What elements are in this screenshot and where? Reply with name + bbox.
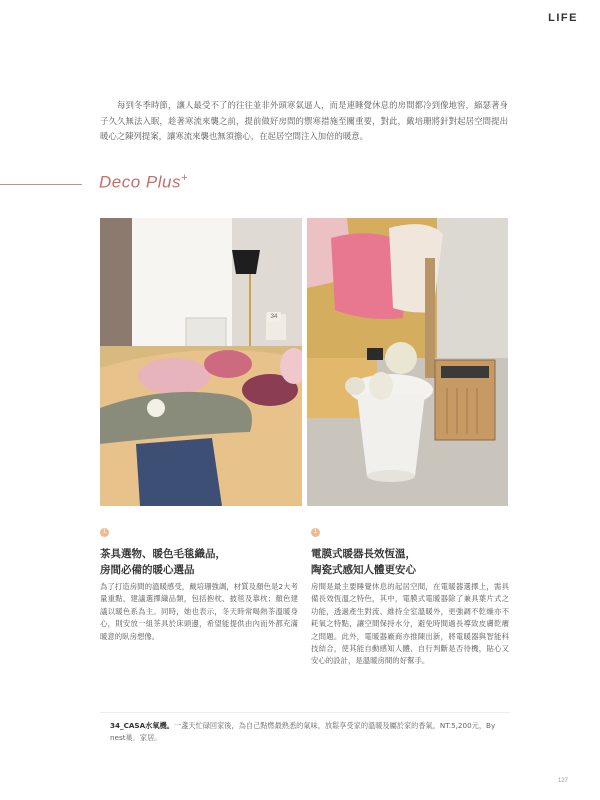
caption-text: 一盞天忙碌回家後，為自己點燃最熟悉的氣味，放鬆享受家的溫暖及屬於家的香氣，NT.5,200元，By nest巢．家居。 bbox=[110, 721, 496, 742]
column-2-badge: 1 bbox=[311, 528, 320, 537]
column-1-heading-line2: 房間必備的暖心選品 bbox=[100, 564, 195, 576]
page-number: 127 bbox=[557, 778, 568, 784]
brand-plus-mark: + bbox=[180, 172, 188, 184]
column-2-heading-line1: 電膜式暖器長效恆溫， bbox=[311, 548, 416, 560]
brand-name: Deco Plus bbox=[99, 172, 181, 192]
column-1-body: 為了打造房間的溫暖感受，戴培珊強調，材質及顏色是2大考量重點，建議選擇織品類，包括抱枕、披毯及靠枕；顏色建議以暖色系為主。同時，她也表示，冬天時常喝熱茶溫暖身心，則安放一組茶具於床頭邊，希望能提供由內而外都充滿暖意的臥房想像。 bbox=[100, 582, 298, 641]
column-1-heading-line1: 茶具選物、暖色毛毯織品， bbox=[100, 548, 226, 560]
brand-title bbox=[99, 172, 188, 193]
caption-divider bbox=[100, 712, 510, 713]
caption-product-name: 34_CASA水氧機。 bbox=[110, 721, 174, 730]
column-1-badge: 1 bbox=[100, 528, 109, 537]
product-number-tag: 34 bbox=[267, 312, 281, 322]
divider-line bbox=[0, 184, 82, 185]
product-caption bbox=[110, 720, 510, 744]
column-2-heading-line2: 陶瓷式感知人體更安心 bbox=[311, 564, 416, 576]
column-2-heading bbox=[311, 546, 511, 578]
intro-paragraph: 每到冬季時節，讓人最受不了的往往並非外頭寒氣逼人，而是連睡覺休息的房間都冷到像地窖，縮瑟著身子久久無法入眠，趁著寒流來襲之前，提前做好房間的禦寒措施至關重要，對此，戴培珊將針對起居空間提出暖心之陳列提案，讓寒流來襲也無須擔心，在起居空間注入加倍的暖意。 bbox=[100, 100, 508, 141]
column-2-body: 房間是最主要睡覺休息的起居空間，在電暖器選擇上，需具備長效恆溫之特色，其中，電膜式電暖器除了兼具葉片式之功能，透過產生對流、維持全室溫暖外，更強調不乾燥亦不耗氧之特點，讓空間保持水分，避免時間過長導致皮膚乾癢之問題。此外，電暖器廠商亦推陳出新，將電暖器與智能科技結合，使其能自動感知人體、自行判斷是否待機，貼心又安心的設計，是溫暖房間的好幫手。 bbox=[311, 582, 509, 666]
column-1-heading bbox=[100, 546, 300, 578]
section-label: LIFE bbox=[548, 12, 578, 24]
heater-photo bbox=[307, 218, 508, 506]
bedroom-photo bbox=[100, 218, 302, 506]
